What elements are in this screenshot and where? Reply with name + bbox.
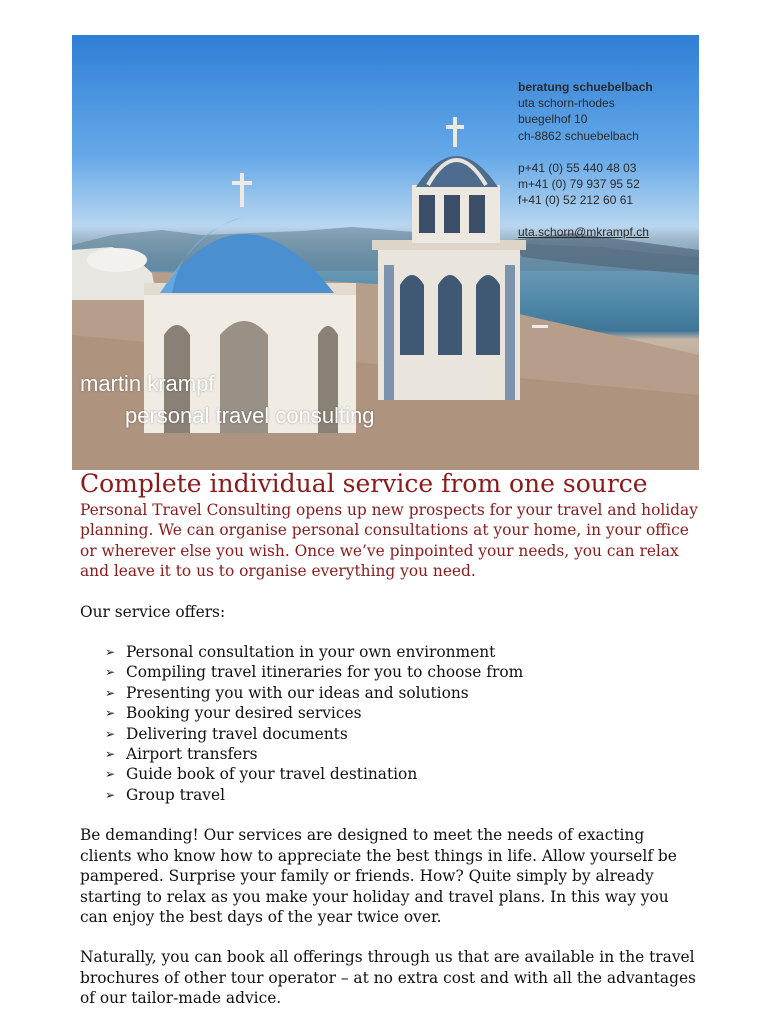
document-body (80, 468, 700, 1009)
hero-name: martin krampf (80, 371, 215, 396)
contact-street: buegelhof 10 (518, 112, 588, 127)
arrowhead-bullet-icon: ➢ (105, 685, 116, 700)
arrowhead-bullet-icon: ➢ (105, 706, 116, 721)
list-item: ➢ Airport transfers (105, 745, 258, 764)
list-item: ➢ Personal consultation in your own environment (105, 643, 496, 662)
contact-name: uta schorn-rhodes (518, 96, 615, 111)
list-item: ➢ Guide book of your travel destination (105, 765, 418, 784)
hero-photo (72, 35, 699, 470)
list-item: ➢ Group travel (105, 785, 226, 804)
contact-mobile: m+41 (0) 79 937 95 52 (518, 177, 640, 192)
arrowhead-bullet-icon: ➢ (105, 787, 116, 802)
services-list (80, 642, 700, 805)
offers-label: Our service offers: (80, 602, 226, 621)
demanding-paragraph: Be demanding! Our services are designed to meet the needs of exacting clients who know how to appreciate the best things in life. Allow yourself be pampered. Surprise your family or friends. How? Quite simply by already starting to relax as you make your holiday and travel plans. In this way you can enjoy the best days of the year twice over. (80, 826, 677, 926)
list-item: ➢ Presenting you with our ideas and solutions (105, 683, 469, 702)
contact-email-link[interactable]: uta.schorn@mkrampf.ch (518, 225, 649, 240)
arrowhead-bullet-icon: ➢ (105, 645, 116, 660)
page-title: Complete individual service from one source (80, 469, 648, 498)
contact-fax: f+41 (0) 52 212 60 61 (518, 193, 634, 208)
arrowhead-bullet-icon: ➢ (105, 665, 116, 680)
list-item: ➢ Booking your desired services (105, 704, 362, 723)
list-item: ➢ Delivering travel documents (105, 724, 348, 743)
contact-city: ch-8862 schuebelbach (518, 128, 639, 143)
arrowhead-bullet-icon: ➢ (105, 726, 116, 741)
arrowhead-bullet-icon: ➢ (105, 747, 116, 762)
booking-paragraph: Naturally, you can book all offerings through us that are available in the travel brochures of other tour operator – at no extra cost and with all the advantages of our tailor-made advice. (80, 948, 696, 1008)
list-item: ➢ Compiling travel itineraries for you to choose from (105, 663, 524, 682)
contact-phone: p+41 (0) 55 440 48 03 (518, 160, 637, 175)
hero-subtitle: personal travel consulting (125, 403, 375, 428)
contact-org: beratung schuebelbach (518, 80, 653, 94)
contact-block (518, 79, 698, 241)
intro-paragraph: Personal Travel Consulting opens up new prospects for your travel and holiday planning. We can organise personal consultations at your home, in your office or wherever else you wish. Once we’ve pinpointed your needs, you can relax and leave it to us to organise everything you need. (80, 501, 698, 581)
arrowhead-bullet-icon: ➢ (105, 767, 116, 782)
